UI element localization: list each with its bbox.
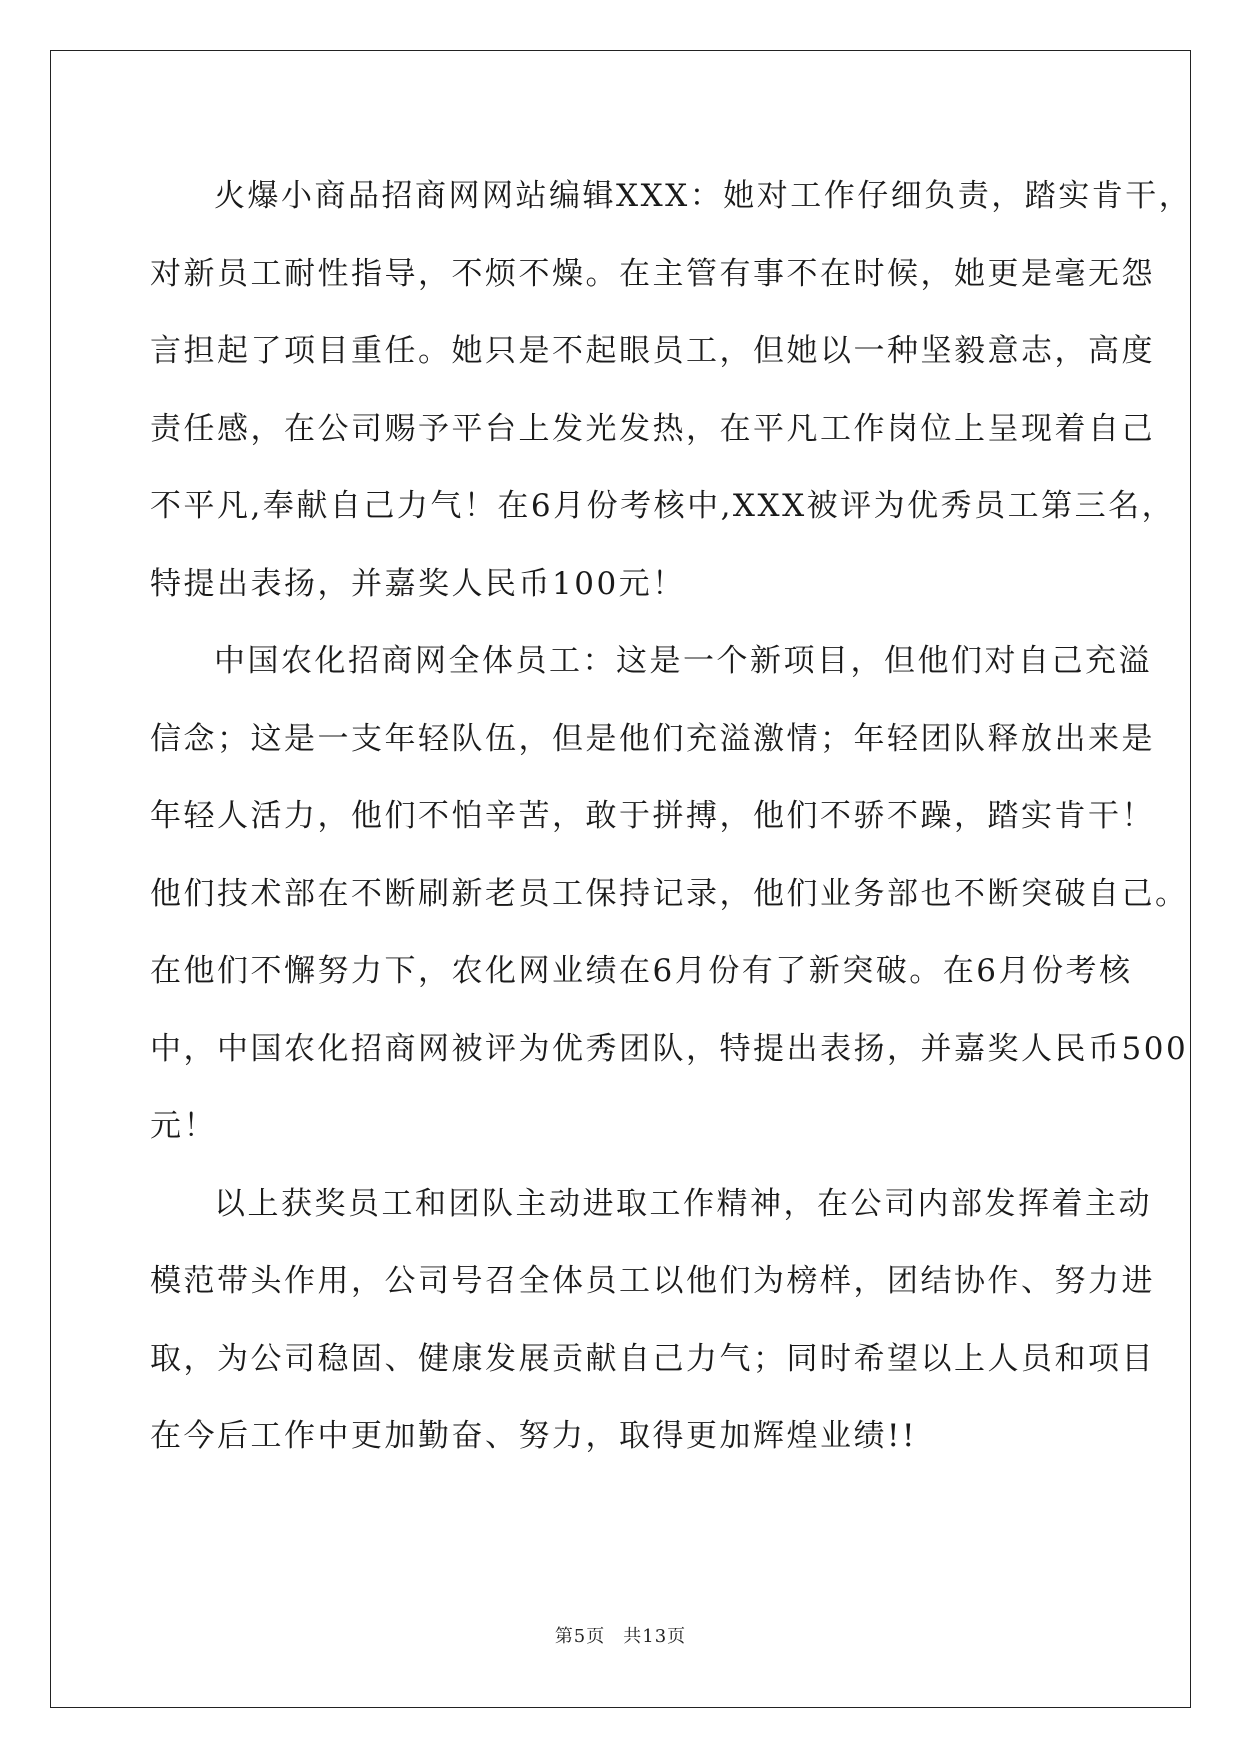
text-line: 对新员工耐性指导，不烦不燥。在主管有事不在时候，她更是毫无怨 [150,255,1155,292]
text-line: 元！ [150,1108,217,1144]
text-line: 在今后工作中更加勤奋、努力，取得更加辉煌业绩!! [150,1418,917,1454]
text-line: 他们技术部在不断刷新老员工保持记录，他们业务部也不断突破自己。 [150,875,1189,912]
text-line: 模范带头作用，公司号召全体员工以他们为榜样，团结协作、努力进 [150,1263,1155,1299]
text-line: 信念；这是一支年轻队伍，但是他们充溢激情；年轻团队释放出来是 [150,720,1155,757]
paragraph-3 [150,1166,1155,1476]
text-line: 特提出表扬，并嘉奖人民币100元！ [150,565,686,602]
text-line: 不平凡,奉献自己力气！在6月份考核中,XXX被评为优秀员工第三名， [150,488,1176,524]
text-line: 言担起了项目重任。她只是不起眼员工，但她以一种坚毅意志，高度 [150,333,1155,369]
page-total: 共13页 [623,1626,687,1647]
page-number: 第5页 [554,1626,606,1647]
paragraph-1 [150,158,1193,623]
text-line: 取，为公司稳固、健康发展贡献自己力气；同时希望以上人员和项目 [150,1340,1155,1377]
text-line: 责任感，在公司赐予平台上发光发热，在平凡工作岗位上呈现着自己 [150,410,1155,447]
text-line: 中国农化招商网全体员工：这是一个新项目，但他们对自己充溢 [214,643,1152,679]
document-body [150,158,1193,1476]
text-line: 以上获奖员工和团队主动进取工作精神，在公司内部发挥着主动 [214,1185,1152,1222]
text-line: 火爆小商品招商网网站编辑XXX：她对工作仔细负责，踏实肯干， [214,178,1193,214]
text-line: 年轻人活力，他们不怕辛苦，敢于拼搏，他们不骄不躁，踏实肯干！ [150,798,1155,834]
paragraph-2 [150,623,1189,1166]
text-line: 中，中国农化招商网被评为优秀团队，特提出表扬，并嘉奖人民币500 [150,1030,1189,1067]
page-footer [0,1622,1241,1648]
text-line: 在他们不懈努力下，农化网业绩在6月份有了新突破。在6月份考核 [150,953,1133,989]
